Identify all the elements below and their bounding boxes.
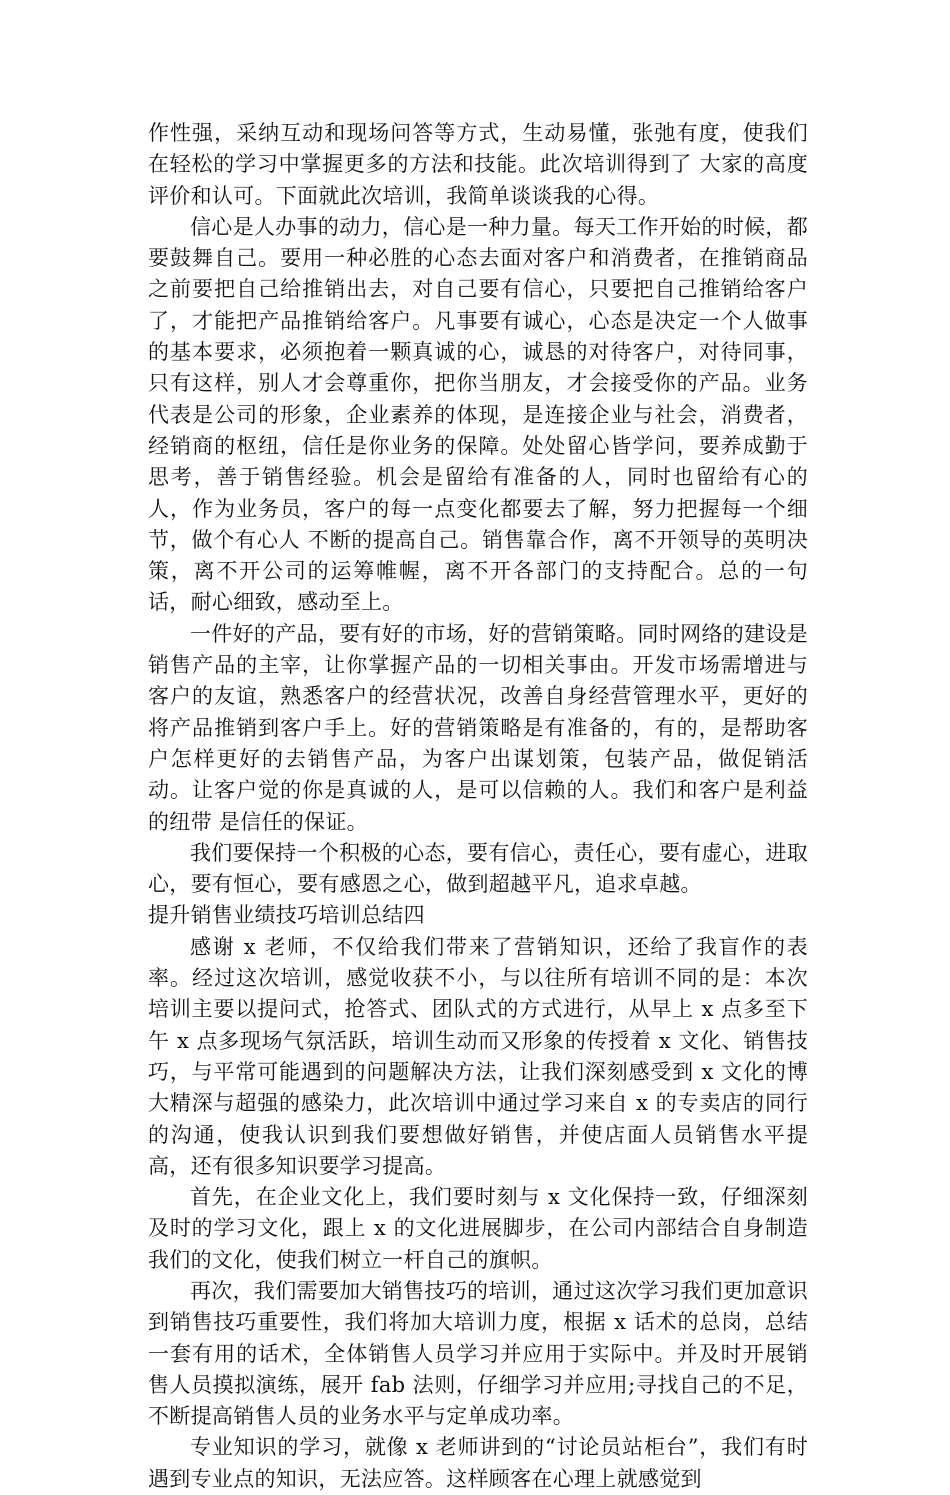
paragraph: 专业知识的学习，就像 x 老师讲到的“讨论员站柜台”，我们有时遇到专业点的知识，无法应答。这样顾客在心理上就感觉到	[148, 1435, 808, 1491]
document-page	[148, 118, 808, 1495]
paragraph: 信心是人办事的动力，信心是一种力量。每天工作开始的时候，都要鼓舞自己。要用一种必胜的心态去面对客户和消费者，在推销商品之前要把自己给推销出去，对自己要有信心，只要把自己推销给客户了，才能把产品推销给客户。凡事要有诚心，心态是决定一个人做事的基本要求，必须抱着一颗真诚的心，诚恳的对待客户，对待同事，只有这样，别人才会尊重你，把你当朋友，才会接受你的产品。业务代表是公司的形象，企业素养的体现，是连接企业与社会，消费者，经销商的枢纽，信任是你业务的保障。处处留心皆学问，要养成勤于思考，善于销售经验。机会是留给有准备的人，同时也留给有心的人，作为业务员，客户的每一点变化都要去了解，努力把握每一个细节，做个有心人 不断的提高自己。销售靠合作，离不开领导的英明决策，离不开公司的运筹帷幄，离不开各部门的支持配合。总的一句话，耐心细致，感动至上。	[148, 214, 808, 615]
paragraph: 首先，在企业文化上，我们要时刻与 x 文化保持一致，仔细深刻及时的学习文化，跟上 x 的文化进展脚步，在公司内部结合自身制造我们的文化，使我们树立一杆自己的旗帜。	[148, 1185, 808, 1272]
paragraph: 再次，我们需要加大销售技巧的培训，通过这次学习我们更加意识到销售技巧重要性，我们将加大培训力度，根据 x 话术的总岗，总结一套有用的话术，全体销售人员学习并应用于实际中。并及时开展销售人员摸拟演练，展开 fab 法则，仔细学习并应用;寻找自己的不足，不断提高销售人员的业务水平与定单成功率。	[148, 1278, 808, 1429]
paragraph: 作性强，采纳互动和现场问答等方式，生动易懂，张弛有度，使我们在轻松的学习中掌握更多的方法和技能。此次培训得到了 大家的高度评价和认可。下面就此次培训，我简单谈谈我的心得。	[148, 121, 808, 208]
paragraph: 感谢 x 老师，不仅给我们带来了营销知识，还给了我盲作的表率。经过这次培训，感觉收获不小，与以往所有培训不同的是：本次培训主要以提问式，抢答式、团队式的方式进行，从早上 x 点多至下午 x 点多现场气氛活跃，培训生动而又形象的传授着 x 文化、销售技巧，与平常可能遇到的问题解决方法，让我们深刻感受到 x 文化的博大精深与超强的感染力，此次培训中通过学习来自 x 的专卖店的同行的沟通，使我认识到我们要想做好销售，并使店面人员销售水平提高，还有很多知识要学习提高。	[148, 934, 808, 1178]
paragraph: 我们要保持一个积极的心态，要有信心，责任心，要有虚心，进取心，要有恒心，要有感恩之心，做到超越平凡，追求卓越。	[148, 840, 808, 897]
section-title: 提升销售业绩技巧培训总结四	[148, 903, 425, 928]
paragraph: 一件好的产品，要有好的市场，好的营销策略。同时网络的建设是销售产品的主宰，让你掌握产品的一切相关事由。开发市场需增进与客户的友谊，熟悉客户的经营状况，改善自身经营管理水平，更好的将产品推销到客户手上。好的营销策略是有准备的，有的，是帮助客户怎样更好的去销售产品，为客户出谋划策，包装产品，做促销活动。让客户觉的你是真诚的人，是可以信赖的人。我们和客户是利益的纽带 是信任的保证。	[148, 621, 808, 834]
